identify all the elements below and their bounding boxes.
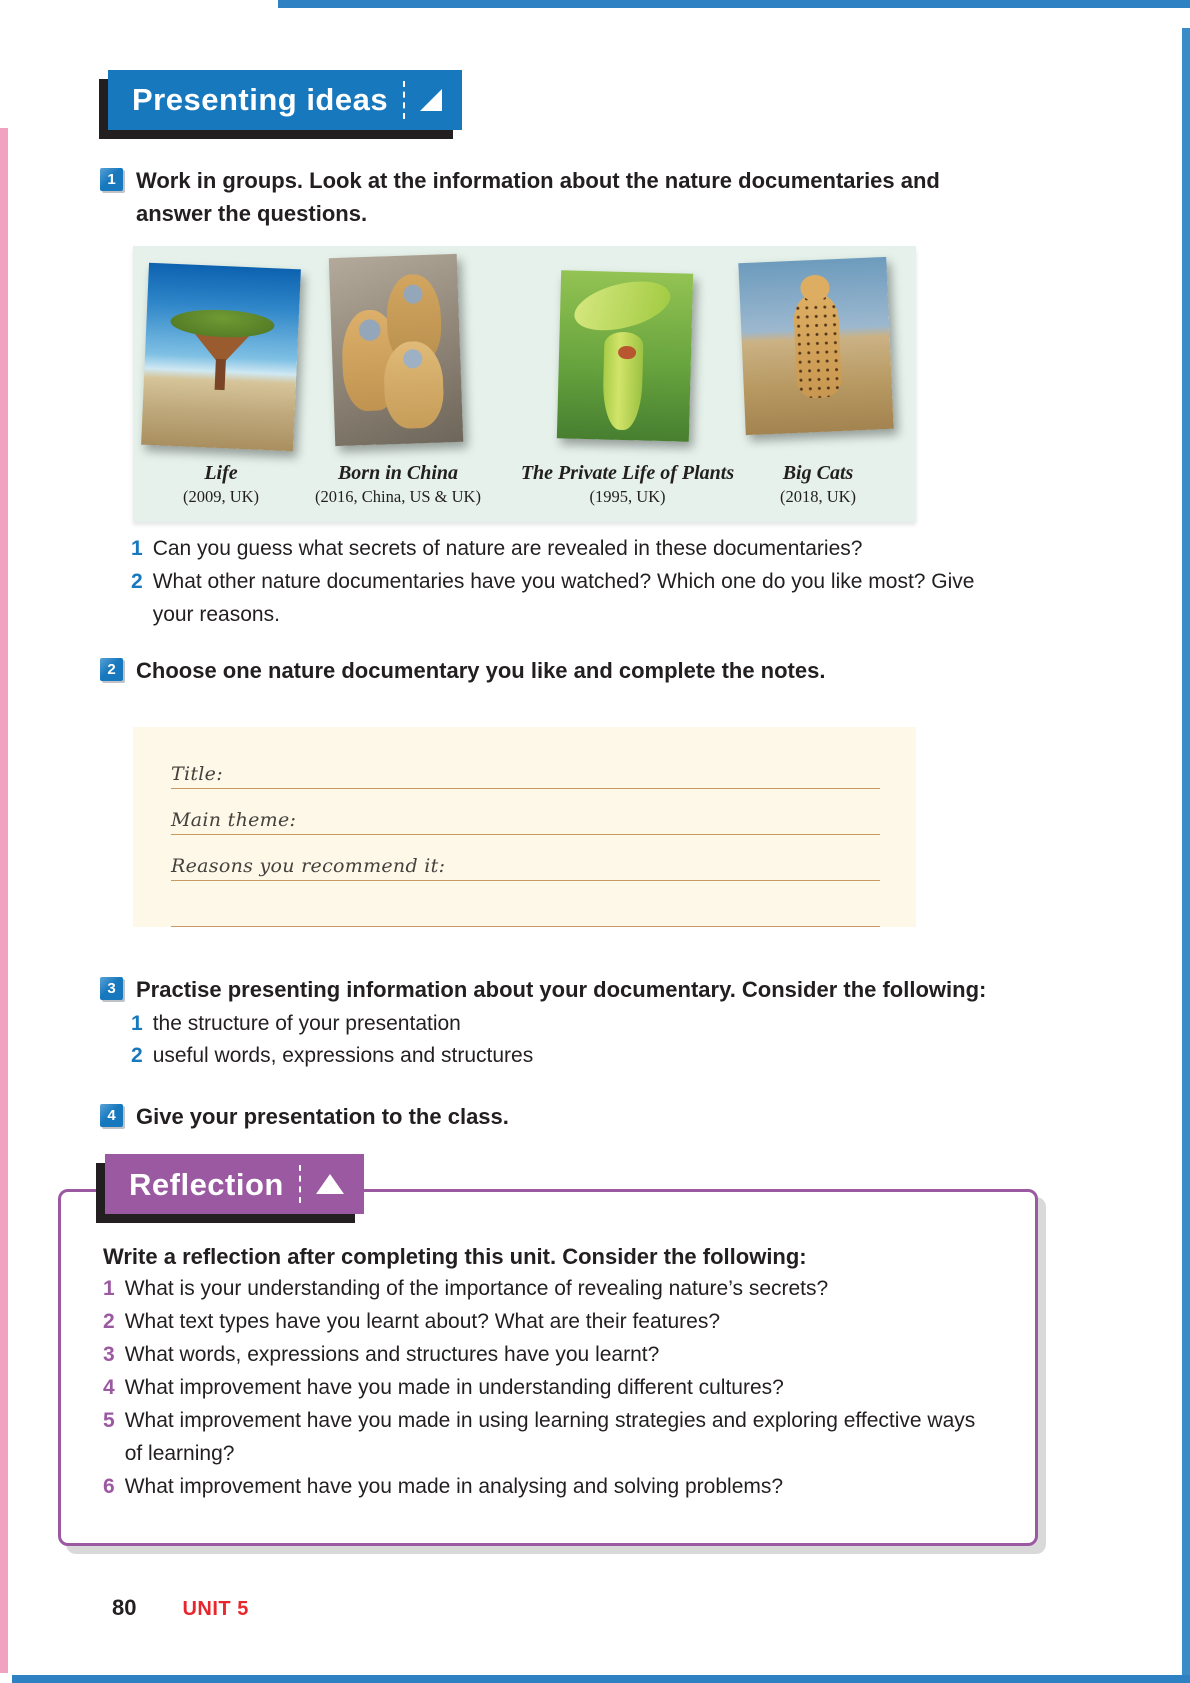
dragon-blood-tree-photo bbox=[141, 263, 301, 451]
exercise-3-instruction: Practise presenting information about your documentary. Consider the following: bbox=[136, 976, 987, 1002]
banner-dashed-divider bbox=[299, 1165, 301, 1203]
unit-label: UNIT 5 bbox=[182, 1598, 249, 1620]
documentary-title: Born in China bbox=[337, 462, 459, 484]
documentary-title: Big Cats bbox=[782, 462, 854, 484]
documentary-title: Life bbox=[204, 462, 238, 484]
reflection-question bbox=[103, 1306, 995, 1339]
cheetah-body-shape bbox=[793, 293, 842, 398]
documentary-caption bbox=[145, 462, 297, 507]
question-number: 1 bbox=[131, 537, 143, 560]
reflection-question-number: 6 bbox=[103, 1475, 115, 1499]
presenting-ideas-title: Presenting ideas bbox=[132, 82, 389, 118]
exercise-2-number-badge: 2 bbox=[100, 658, 123, 681]
up-triangle-icon bbox=[316, 1174, 344, 1194]
reflection-question-text: What words, expressions and structures have you learnt? bbox=[124, 1343, 660, 1367]
note-blank-line bbox=[171, 881, 880, 927]
exercise-3-number-badge: 3 bbox=[100, 977, 123, 1000]
reflection-question-text: What improvement have you made in understanding different cultures? bbox=[124, 1376, 784, 1400]
page-edge-right bbox=[1182, 28, 1190, 1683]
exercise-3-items bbox=[131, 1008, 1190, 1074]
reflection-question-number: 4 bbox=[103, 1376, 115, 1400]
reflection-question-number: 3 bbox=[103, 1343, 115, 1367]
sub-item-text: useful words, expressions and structures bbox=[152, 1044, 534, 1068]
note-field-title: Title: bbox=[171, 743, 880, 789]
exercise-1-number-badge: 1 bbox=[100, 168, 123, 191]
documentary-info: (2009, UK) bbox=[182, 487, 260, 506]
documentary-info: (2016, China, US & UK) bbox=[315, 487, 481, 506]
reflection-question-number: 1 bbox=[103, 1277, 115, 1301]
question-item bbox=[131, 565, 1190, 631]
reflection-question-number: 2 bbox=[103, 1310, 115, 1334]
documentary-caption bbox=[505, 462, 750, 507]
reflection-question-text: What is your understanding of the importance of revealing nature’s secrets? bbox=[124, 1277, 829, 1301]
frog-shape bbox=[618, 346, 636, 360]
presenting-ideas-banner bbox=[108, 70, 462, 130]
reflection-question bbox=[103, 1372, 995, 1405]
reflection-question-text: What improvement have you made in using learning strategies and exploring effective ways of learning? bbox=[124, 1409, 976, 1466]
exercise-4-number-badge: 4 bbox=[100, 1104, 123, 1127]
exercise-3 bbox=[100, 973, 1190, 1006]
exercise-4-instruction: Give your presentation to the class. bbox=[136, 1104, 509, 1130]
note-field-main-theme: Main theme: bbox=[171, 789, 880, 835]
exercise-4 bbox=[100, 1100, 1190, 1133]
leaf-hood-shape bbox=[569, 271, 675, 341]
reflection-box bbox=[58, 1166, 1038, 1546]
exercise-2 bbox=[100, 654, 1190, 687]
documentary-title: The Private Life of Plants bbox=[520, 462, 735, 484]
page-number: 80 bbox=[112, 1595, 137, 1620]
documentary-caption bbox=[308, 462, 488, 507]
question-item bbox=[131, 532, 1190, 565]
question-number: 2 bbox=[131, 570, 143, 594]
question-text: Can you guess what secrets of nature are revealed in these documentaries? bbox=[152, 537, 863, 560]
reflection-question bbox=[103, 1405, 995, 1471]
flag-triangle-icon bbox=[420, 89, 442, 111]
reflection-banner bbox=[105, 1154, 364, 1214]
documentary-photo-strip bbox=[133, 246, 916, 522]
exercise-2-instruction: Choose one nature documentary you like and complete the notes. bbox=[136, 657, 826, 683]
page-edge-left bbox=[0, 128, 8, 1673]
page-edge-top bbox=[278, 0, 1190, 8]
banner-dashed-divider bbox=[403, 81, 405, 119]
reflection-question bbox=[103, 1339, 995, 1372]
monkey-shape bbox=[383, 341, 445, 429]
reflection-question-text: What improvement have you made in analysing and solving problems? bbox=[124, 1475, 784, 1499]
sub-item bbox=[131, 1008, 1190, 1041]
documentary-info: (2018, UK) bbox=[779, 487, 857, 506]
reflection-title: Reflection bbox=[129, 1166, 284, 1202]
pitcher-plant-frog-photo bbox=[557, 270, 693, 441]
page-edge-bottom bbox=[12, 1675, 1190, 1683]
reflection-question bbox=[103, 1273, 995, 1306]
cheetah-photo bbox=[738, 257, 893, 435]
sub-item bbox=[131, 1040, 1190, 1073]
reflection-question-text: What text types have you learnt about? What are their features? bbox=[124, 1310, 721, 1334]
golden-monkeys-photo bbox=[329, 254, 463, 446]
reflection-question-number: 5 bbox=[103, 1409, 115, 1433]
reflection-question bbox=[103, 1471, 995, 1504]
documentary-caption bbox=[733, 462, 903, 507]
note-field-reasons: Reasons you recommend it: bbox=[171, 835, 880, 881]
exercise-1-questions bbox=[131, 532, 1190, 632]
reflection-intro: Write a reflection after completing this unit. Consider the following: bbox=[103, 1244, 807, 1270]
documentary-info: (1995, UK) bbox=[589, 487, 666, 506]
sub-item-text: the structure of your presentation bbox=[152, 1011, 461, 1035]
notes-box bbox=[133, 727, 916, 927]
sub-item-number: 2 bbox=[131, 1044, 143, 1068]
exercise-1-instruction: Work in groups. Look at the information about the nature documentaries and answer the questions. bbox=[136, 168, 940, 226]
exercise-1 bbox=[100, 164, 1190, 230]
tree-trunk-shape bbox=[215, 359, 225, 390]
tree-canopy-shape bbox=[170, 307, 274, 339]
page-footer bbox=[112, 1595, 249, 1621]
question-text: What other nature documentaries have you watched? Which one do you like most? Give your reasons. bbox=[152, 570, 975, 627]
sub-item-number: 1 bbox=[131, 1011, 143, 1035]
